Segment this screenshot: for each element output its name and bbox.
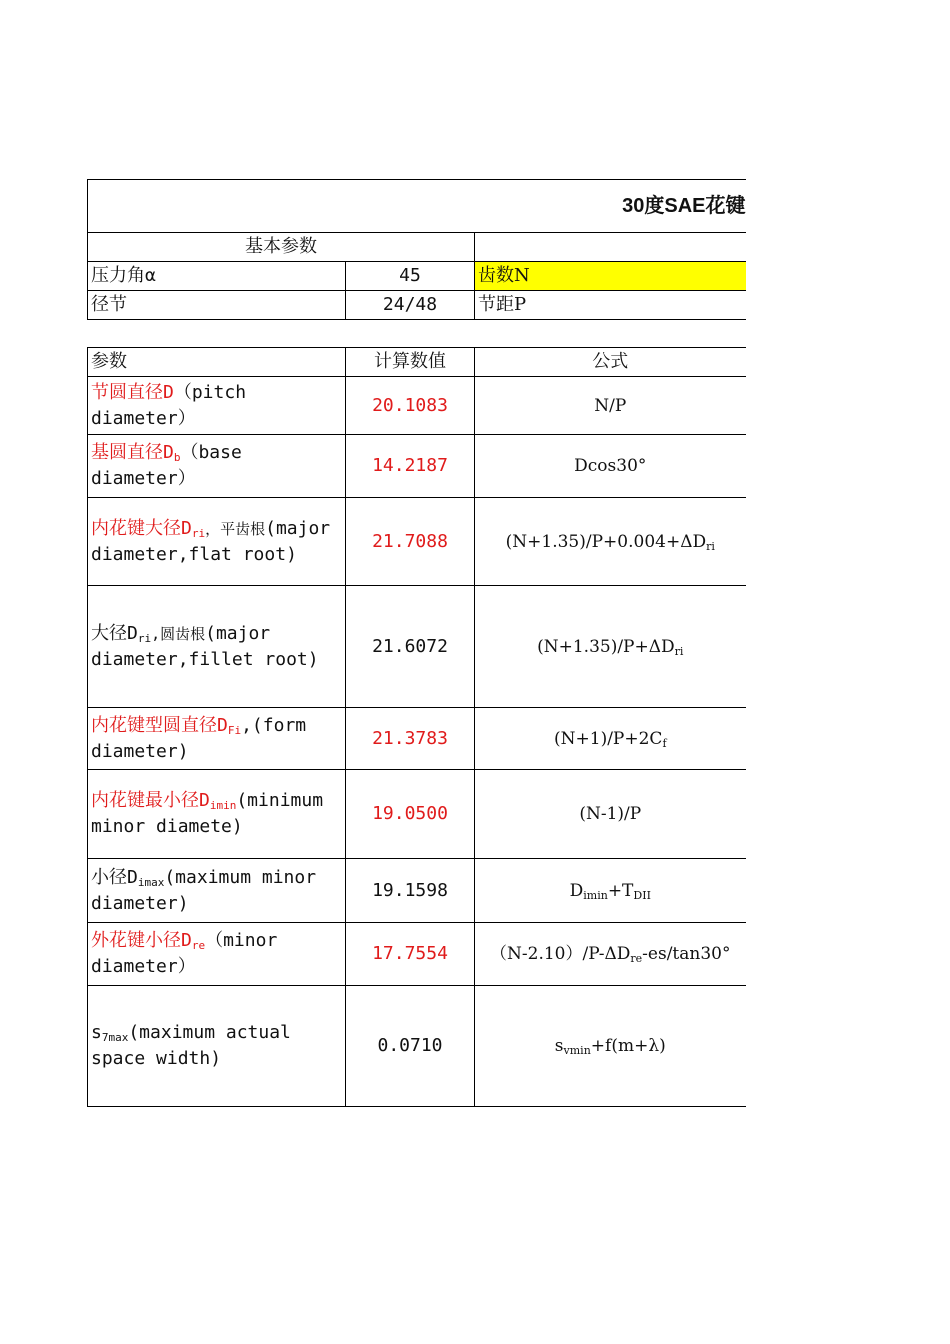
basic-params-empty-cell[interactable] bbox=[475, 233, 746, 262]
param-subscript: 7max bbox=[101, 1031, 129, 1044]
formula-text: D bbox=[569, 880, 584, 901]
value-major-fillet[interactable]: 21.6072 bbox=[346, 586, 475, 708]
param-name: 外花键小径D bbox=[91, 930, 192, 951]
param-subscript: Fi bbox=[227, 723, 242, 737]
formula-base-diameter[interactable] bbox=[475, 435, 746, 498]
header-parameter[interactable]: 参数 bbox=[88, 348, 346, 377]
formula-subscript: ri bbox=[674, 644, 684, 658]
basic-params-header[interactable]: 基本参数 bbox=[88, 233, 475, 262]
param-max-minor[interactable] bbox=[88, 859, 346, 923]
param-desc: (maximum actual space width) bbox=[91, 1022, 291, 1069]
value-form-diameter[interactable]: 21.3783 bbox=[346, 708, 475, 770]
param-subscript: b bbox=[173, 451, 181, 464]
formula-text: (N+1)/P+2C bbox=[554, 728, 663, 749]
param-name: s bbox=[91, 1022, 102, 1043]
formula-internal-major-flat[interactable] bbox=[475, 498, 746, 586]
formula-tail: +f(m+λ) bbox=[590, 1036, 666, 1056]
formula-text: (N+1.35)/P+ΔD bbox=[537, 636, 675, 657]
formula-min-minor[interactable] bbox=[475, 770, 746, 859]
value-base-diameter[interactable]: 14.2187 bbox=[346, 435, 475, 498]
param-name: 小径D bbox=[91, 866, 138, 888]
formula-tail: +T bbox=[607, 880, 634, 901]
param-desc: (minimum minor diamete) bbox=[91, 790, 324, 837]
param-name: 内花键型圆直径D bbox=[91, 714, 228, 736]
circular-pitch-label[interactable]: 节距P bbox=[475, 291, 746, 320]
param-desc: （base diameter） bbox=[91, 442, 242, 489]
param-desc: ,(form diameter) bbox=[91, 714, 307, 762]
formula-pitch-diameter[interactable] bbox=[475, 377, 746, 435]
formula-subscript-2: DII bbox=[633, 888, 651, 902]
param-desc: (major diameter,flat root) bbox=[91, 517, 331, 565]
param-name: 节圆直径D bbox=[91, 381, 174, 403]
param-desc: （pitch diameter） bbox=[91, 381, 247, 429]
formula-text: （N-2.10）/P-ΔD bbox=[490, 944, 631, 964]
value-max-space-width[interactable]: 0.0710 bbox=[346, 986, 475, 1107]
param-name: 内花键大径D bbox=[91, 517, 192, 539]
value-max-minor[interactable]: 19.1598 bbox=[346, 859, 475, 923]
param-desc: (major diameter,fillet root) bbox=[91, 622, 319, 670]
value-min-minor[interactable]: 19.0500 bbox=[346, 770, 475, 859]
formula-subscript: ri bbox=[706, 539, 715, 553]
param-max-space-width[interactable] bbox=[88, 986, 346, 1107]
param-note: ,圆齿根 bbox=[151, 624, 206, 643]
param-internal-major-flat[interactable] bbox=[88, 498, 346, 586]
param-name: 大径D bbox=[91, 622, 138, 644]
formula-text: Dcos30° bbox=[574, 456, 647, 476]
value-pitch-diameter[interactable]: 20.1083 bbox=[346, 377, 475, 435]
formula-subscript: f bbox=[662, 736, 667, 750]
formula-major-fillet[interactable] bbox=[475, 586, 746, 708]
param-desc: （minor diameter） bbox=[91, 930, 278, 977]
formula-text: s bbox=[554, 1036, 564, 1056]
value-external-minor[interactable]: 17.7554 bbox=[346, 923, 475, 986]
formula-text: (N-1)/P bbox=[579, 804, 642, 824]
param-pitch-diameter[interactable] bbox=[88, 377, 346, 435]
pressure-angle-value[interactable]: 45 bbox=[346, 262, 475, 291]
param-note: ，平齿根 bbox=[205, 519, 266, 538]
param-base-diameter[interactable] bbox=[88, 435, 346, 498]
formula-max-space-width[interactable] bbox=[475, 986, 746, 1107]
param-form-diameter[interactable] bbox=[88, 708, 346, 770]
header-formula[interactable]: 公式 bbox=[475, 348, 746, 377]
formula-subscript: imin bbox=[583, 888, 608, 902]
param-subscript: re bbox=[191, 939, 206, 952]
sheet-title[interactable]: 30度SAE花键 bbox=[88, 180, 746, 233]
diametral-pitch-label[interactable]: 径节 bbox=[88, 291, 346, 320]
param-subscript: ri bbox=[137, 631, 152, 645]
param-external-minor[interactable] bbox=[88, 923, 346, 986]
spline-table bbox=[87, 179, 746, 1107]
formula-max-minor[interactable] bbox=[475, 859, 746, 923]
spacer-row bbox=[88, 320, 746, 348]
param-subscript: imin bbox=[209, 799, 237, 812]
formula-text: (N+1.35)/P+0.004+ΔD bbox=[505, 531, 707, 552]
formula-tail: -es/tan30° bbox=[642, 944, 731, 964]
param-min-minor[interactable] bbox=[88, 770, 346, 859]
header-value[interactable]: 计算数值 bbox=[346, 348, 475, 377]
formula-subscript: vmin bbox=[563, 1044, 591, 1057]
param-subscript: imax bbox=[137, 875, 165, 889]
param-name: 内花键最小径D bbox=[91, 790, 210, 811]
param-desc: (maximum minor diameter) bbox=[91, 866, 317, 914]
formula-text: N/P bbox=[594, 395, 627, 416]
param-major-fillet[interactable] bbox=[88, 586, 346, 708]
spreadsheet bbox=[87, 179, 745, 1107]
tooth-count-label[interactable]: 齿数N bbox=[475, 262, 746, 291]
diametral-pitch-value[interactable]: 24/48 bbox=[346, 291, 475, 320]
value-internal-major-flat[interactable]: 21.7088 bbox=[346, 498, 475, 586]
formula-external-minor[interactable] bbox=[475, 923, 746, 986]
formula-form-diameter[interactable] bbox=[475, 708, 746, 770]
param-subscript: ri bbox=[191, 526, 206, 540]
param-name: 基圆直径D bbox=[91, 442, 174, 463]
pressure-angle-label[interactable]: 压力角α bbox=[88, 262, 346, 291]
formula-subscript: re bbox=[630, 952, 643, 965]
